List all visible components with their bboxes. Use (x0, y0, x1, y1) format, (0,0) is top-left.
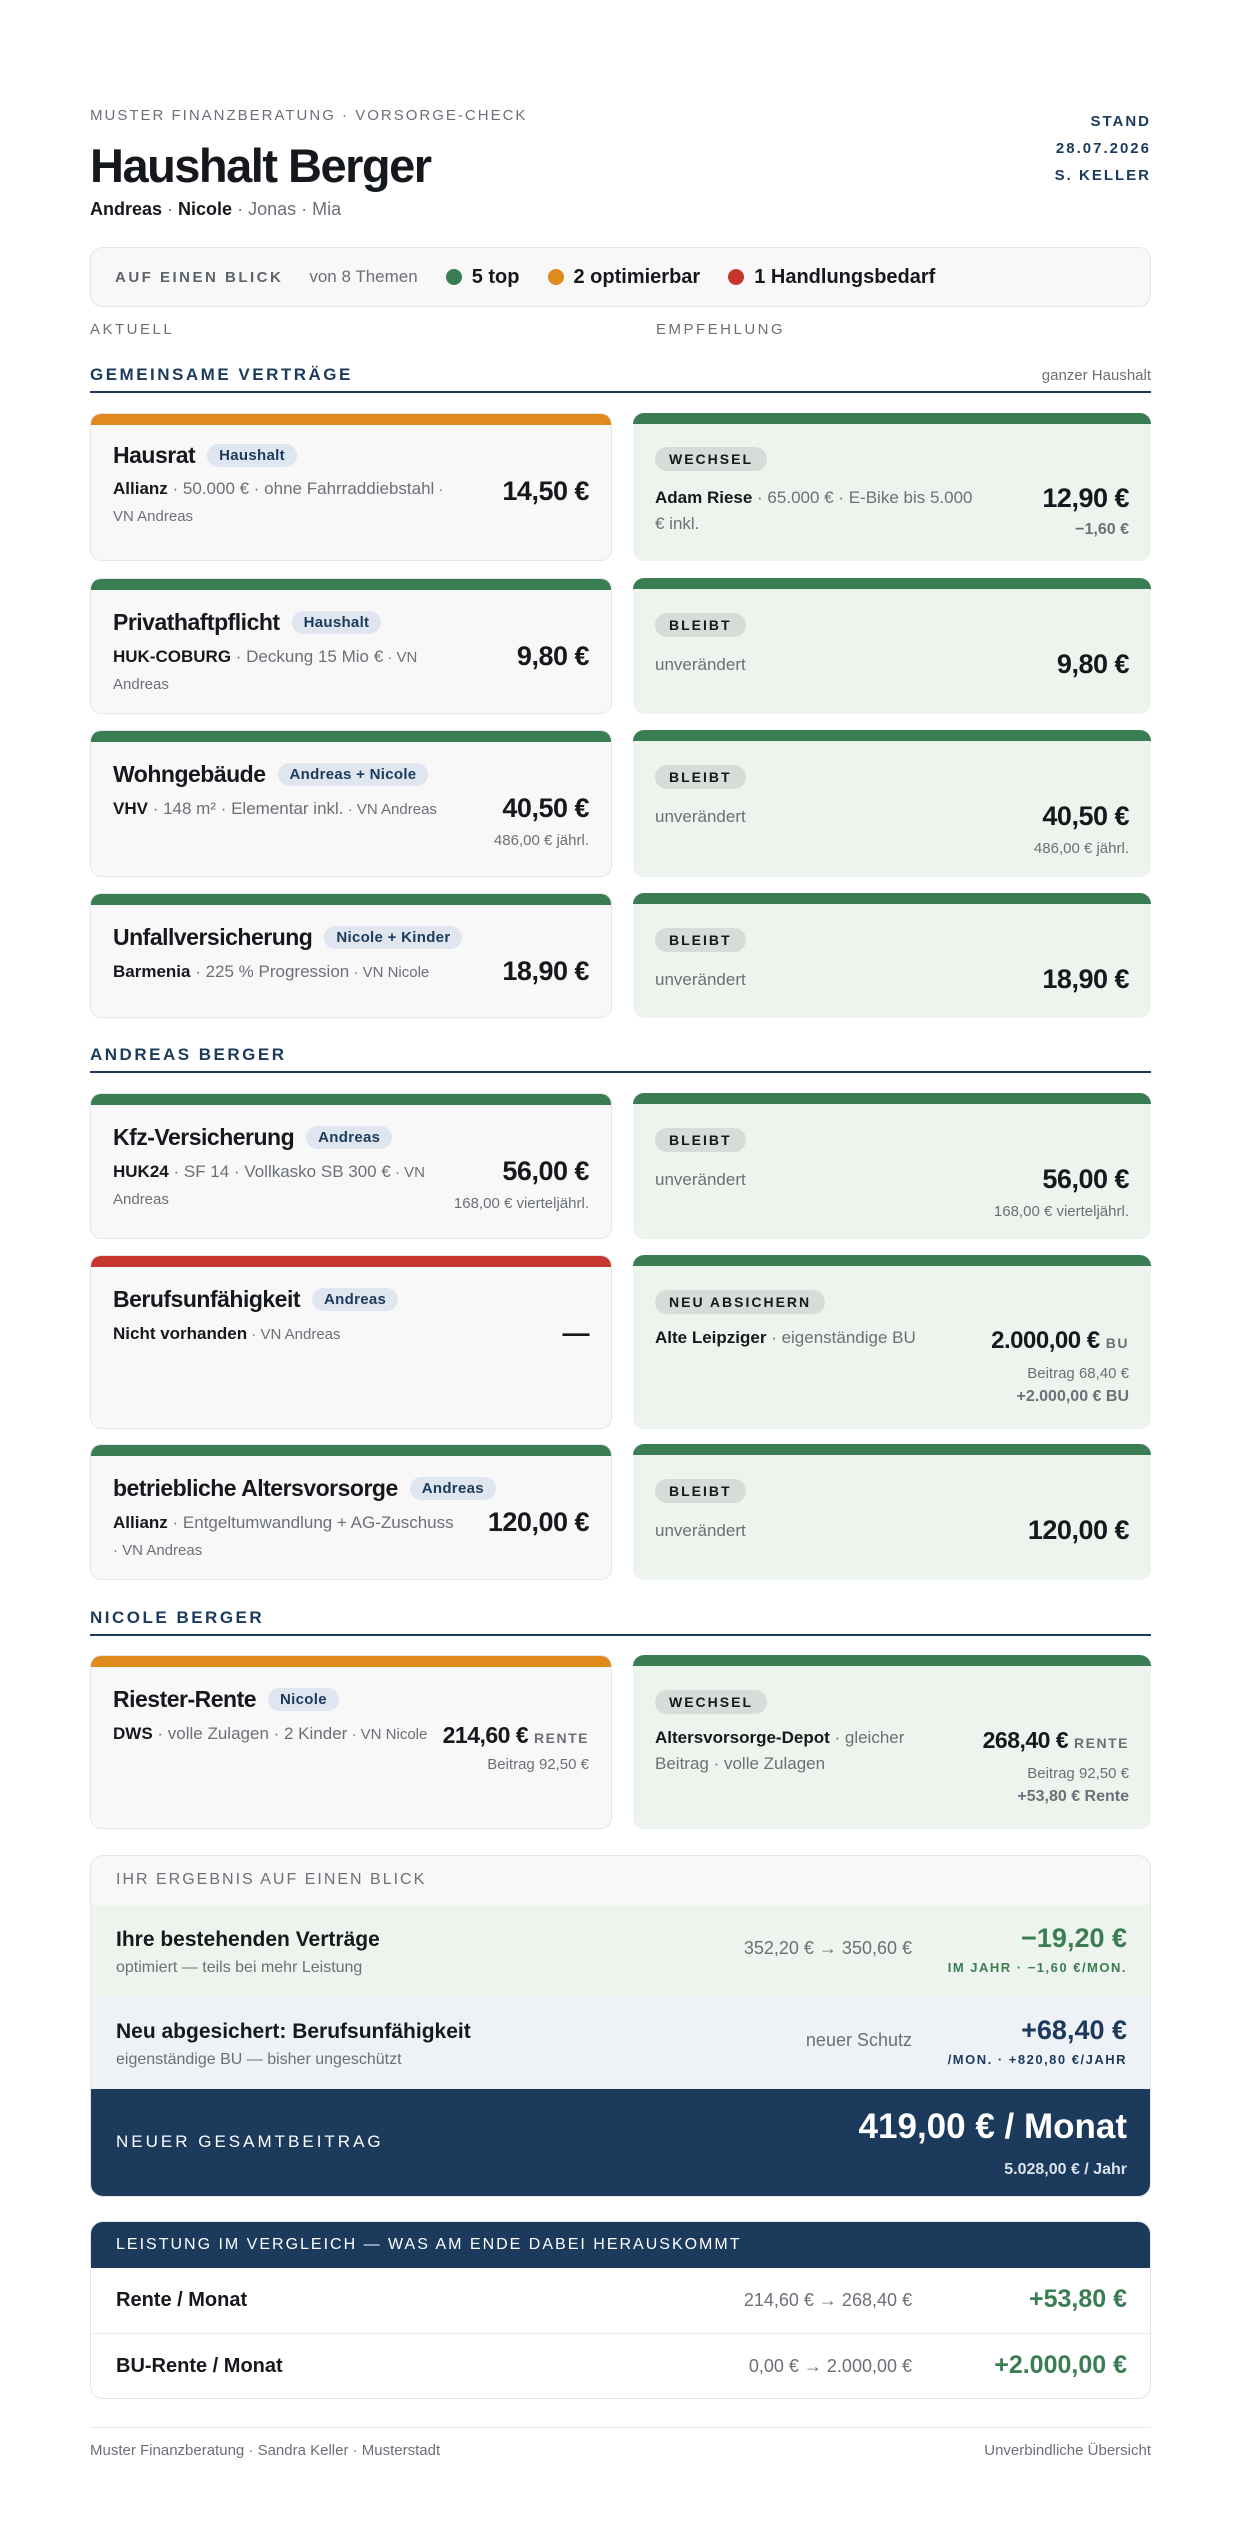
recommend-premium: Beitrag 68,40 € (1027, 1365, 1129, 1382)
contract-price: 56,00 € (502, 1156, 589, 1186)
orange-dot-icon (548, 269, 564, 285)
recommend-desc: unverändert (655, 807, 746, 826)
contract-desc: Barmenia · 225 % Progression · VN Nicole (113, 962, 430, 981)
stand-date: 28.07.2026 (1055, 140, 1151, 157)
contract-desc: HUK24 · SF 14 · Vollkasko SB 300 € · VN Andreas (113, 1162, 425, 1208)
recommend-desc: unverändert (655, 655, 746, 674)
compare-row (91, 2333, 1151, 2398)
result-row-sub: eigenständige BU — bisher ungeschützt (116, 2051, 402, 2068)
glance-sub: von 8 Themen (309, 267, 418, 286)
contract-card-privathaftpflicht[interactable] (90, 578, 612, 714)
status-bar (91, 1094, 611, 1105)
contract-desc: Allianz · Entgeltumwandlung + AG-Zuschuss · VN Andreas (113, 1513, 454, 1559)
recommend-card-privathaftpflicht[interactable] (633, 578, 1151, 714)
status-bar (91, 579, 611, 590)
total-bar (91, 2089, 1151, 2197)
result-row-new (91, 1997, 1151, 2089)
member: Nicole (178, 199, 233, 219)
contract-price: 120,00 € (487, 1507, 589, 1537)
holder-tag: Andreas (306, 1126, 392, 1149)
contract-desc: DWS · volle Zulagen · 2 Kinder · VN Nicole (113, 1724, 428, 1743)
recommend-price: 9,80 € (1056, 649, 1129, 679)
recommend-price: 18,90 € (1042, 964, 1129, 994)
recommend-chip: BLEIBT (655, 1128, 746, 1152)
contract-price-yearly: 486,00 € jährl. (493, 832, 589, 849)
stand-advisor: S. KELLER (1054, 167, 1151, 184)
compare-change: 214,60 € → 268,40 € (743, 2290, 912, 2310)
recommend-premium: Beitrag 92,50 € (1027, 1765, 1129, 1782)
result-row-sub: optimiert — teils bei mehr Leistung (116, 1959, 363, 1976)
glance-item-optimierbar (548, 266, 701, 289)
holder-tag: Andreas (312, 1288, 398, 1311)
red-dot-icon (728, 269, 744, 285)
result-row-value: +68,40 € (1021, 2015, 1127, 2045)
recommend-price: 40,50 € (1042, 801, 1129, 831)
glance-item-label: 5 top (471, 265, 520, 288)
compare-row (91, 2268, 1151, 2333)
compare-header: LEISTUNG IM VERGLEICH — WAS AM ENDE DABEI HERAUSKOMMT (91, 2222, 1151, 2268)
recommend-chip: BLEIBT (655, 613, 746, 637)
contract-desc: HUK-COBURG · Deckung 15 Mio € · VN Andreas (113, 647, 418, 693)
contract-card-wohngebaeude[interactable] (90, 730, 612, 877)
footer (90, 2427, 1151, 2459)
status-bar (633, 730, 1151, 741)
member: Mia (312, 199, 342, 219)
recommend-card-wohngebaeude[interactable] (633, 730, 1151, 877)
compare-label: BU-Rente / Monat (116, 2355, 283, 2377)
household-members: Andreas · Nicole · Jonas · Mia (90, 199, 342, 219)
recommend-price-yearly: 486,00 € jährl. (1033, 840, 1129, 857)
column-header-recommend: EMPFEHLUNG (656, 321, 786, 338)
contract-title: Hausrat Haushalt (113, 442, 297, 469)
holder-tag: Andreas (410, 1477, 496, 1500)
contract-card-unfallversicherung[interactable] (90, 893, 612, 1018)
recommend-price: 12,90 € (1042, 483, 1129, 513)
result-row-existing (91, 1905, 1151, 1997)
contract-price: 18,90 € (502, 956, 589, 986)
section-title: ANDREAS BERGER (90, 1045, 287, 1064)
total-yearly: 5.028,00 € / Jahr (1004, 2161, 1127, 2178)
recommend-card-bu[interactable] (633, 1255, 1151, 1429)
section-scope: ganzer Haushalt (1041, 367, 1151, 384)
contract-title: Berufsunfähigkeit Andreas (113, 1286, 398, 1313)
recommend-chip: WECHSEL (655, 1690, 767, 1714)
compare-value: +53,80 € (1028, 2285, 1127, 2313)
contract-title: Unfallversicherung Nicole + Kinder (113, 924, 462, 951)
contract-title: Riester-Rente Nicole (113, 1686, 339, 1713)
recommend-card-unfallversicherung[interactable] (633, 893, 1151, 1018)
glance-item-label: 2 optimierbar (573, 265, 701, 288)
result-row-value-sub: IM JAHR · −1,60 €/MON. (947, 1960, 1127, 1975)
page-title: Haushalt Berger (90, 139, 431, 192)
recommend-card-kfz[interactable] (633, 1093, 1151, 1239)
compare-panel (90, 2221, 1151, 2399)
status-bar (633, 578, 1151, 589)
holder-tag: Andreas + Nicole (278, 763, 429, 786)
recommend-chip: NEU ABSICHERN (655, 1290, 825, 1314)
contract-title: betriebliche Altersvorsorge Andreas (113, 1475, 496, 1502)
recommend-benefit: +2.000,00 € BU (1016, 1388, 1129, 1405)
recommend-desc: unverändert (655, 1170, 746, 1189)
recommend-card-riester[interactable] (633, 1655, 1151, 1829)
contract-card-riester[interactable] (90, 1655, 612, 1829)
glance-item-label: 1 Handlungsbedarf (754, 265, 936, 288)
status-bar (91, 414, 611, 425)
section-title: NICOLE BERGER (90, 1608, 265, 1627)
compare-value: +2.000,00 € (994, 2351, 1127, 2379)
recommend-chip: WECHSEL (655, 447, 767, 471)
status-bar (633, 1444, 1151, 1455)
recommend-chip: BLEIBT (655, 1479, 746, 1503)
footer-right: Unverbindliche Übersicht (984, 2442, 1151, 2459)
status-bar (91, 1656, 611, 1667)
member: Andreas (90, 199, 163, 219)
contract-price: 14,50 € (502, 476, 589, 506)
compare-label: Rente / Monat (116, 2289, 248, 2311)
section-nicole (90, 1608, 1151, 1636)
recommend-chip: BLEIBT (655, 928, 746, 952)
recommend-desc: Altersvorsorge-Depot · gleicher Beitrag · volle Zulagen (655, 1728, 905, 1773)
recommend-benefit: +53,80 € Rente (1017, 1788, 1129, 1805)
contract-price: 9,80 € (516, 641, 589, 671)
contract-desc: VHV · 148 m² · Elementar inkl. · VN Andreas (113, 799, 437, 818)
recommend-desc: Adam Riese · 65.000 € · E-Bike bis 5.000 € inkl. (655, 488, 973, 533)
total-label: NEUER GESAMTBEITRAG (116, 2132, 384, 2151)
status-bar (633, 1093, 1151, 1104)
recommend-price: 56,00 € (1042, 1164, 1129, 1194)
glance-item-top (446, 266, 520, 289)
status-bar (633, 1255, 1151, 1266)
contract-title: Kfz-Versicherung Andreas (113, 1124, 392, 1151)
recommend-saving: −1,60 € (1075, 521, 1129, 538)
recommend-price-quarterly: 168,00 € vierteljährl. (993, 1203, 1129, 1220)
recommend-price: 120,00 € (1027, 1515, 1129, 1545)
contract-card-hausrat[interactable] (90, 413, 612, 561)
section-andreas (90, 1045, 1151, 1073)
compare-change: 0,00 € → 2.000,00 € (748, 2356, 912, 2376)
status-bar (91, 731, 611, 742)
status-bar (91, 1256, 611, 1267)
result-panel (90, 1855, 1151, 2197)
recommend-desc: unverändert (655, 1521, 746, 1540)
contract-card-kfz[interactable] (90, 1093, 612, 1239)
holder-tag: Haushalt (292, 611, 382, 634)
member: Jonas (248, 199, 297, 219)
footer-left: Muster Finanzberatung · Sandra Keller · Musterstadt (90, 2442, 441, 2459)
recommend-price: 268,40 € RENTE (982, 1727, 1129, 1753)
contract-card-bu[interactable] (90, 1255, 612, 1429)
green-dot-icon (446, 269, 462, 285)
recommend-desc: Alte Leipziger · eigenständige BU (655, 1328, 916, 1347)
section-title: GEMEINSAME VERTRÄGE (90, 365, 353, 384)
contract-desc: Allianz · 50.000 € · ohne Fahrraddiebstahl · VN Andreas (113, 479, 444, 525)
contract-card-bav[interactable] (90, 1444, 612, 1580)
contract-price: 214,60 € RENTE (442, 1722, 589, 1748)
column-header-current: AKTUELL (90, 321, 175, 338)
recommend-chip: BLEIBT (655, 765, 746, 789)
holder-tag: Nicole (268, 1688, 339, 1711)
result-row-change: 352,20 € → 350,60 € (743, 1938, 912, 1958)
status-bar (91, 894, 611, 905)
contract-premium: Beitrag 92,50 € (487, 1756, 589, 1773)
result-row-value: −19,20 € (1021, 1923, 1127, 1953)
result-row-change: neuer Schutz (805, 2030, 912, 2050)
total-value: 419,00 € / Monat (858, 2107, 1127, 2146)
holder-tag: Nicole + Kinder (324, 926, 462, 949)
result-row-title: Ihre bestehenden Verträge (116, 1928, 380, 1951)
recommend-price: 2.000,00 € BU (991, 1327, 1129, 1354)
glance-bar (90, 247, 1151, 307)
recommend-card-bav[interactable] (633, 1444, 1151, 1580)
result-header: IHR ERGEBNIS AUF EINEN BLICK (116, 1871, 427, 1888)
status-bar (633, 413, 1151, 424)
holder-tag: Haushalt (207, 444, 297, 467)
glance-item-handlungsbedarf (728, 266, 935, 289)
glance-label: AUF EINEN BLICK (115, 268, 284, 286)
status-bar (91, 1445, 611, 1456)
status-bar (633, 893, 1151, 904)
contract-price: — (562, 1318, 589, 1348)
result-row-value-sub: /MON. · +820,80 €/JAHR (947, 2052, 1127, 2067)
section-joint (90, 365, 1151, 393)
contract-desc: Nicht vorhanden · VN Andreas (113, 1324, 341, 1343)
contract-price-quarterly: 168,00 € vierteljährl. (453, 1195, 589, 1212)
result-row-title: Neu abgesichert: Berufsunfähigkeit (116, 2020, 471, 2043)
status-bar (633, 1655, 1151, 1666)
contract-title: Privathaftpflicht Haushalt (113, 609, 381, 636)
contract-title: Wohngebäude Andreas + Nicole (113, 761, 428, 788)
stand-block (1055, 108, 1151, 189)
eyebrow: MUSTER FINANZBERATUNG · VORSORGE-CHECK (90, 107, 528, 124)
recommend-desc: unverändert (655, 970, 746, 989)
contract-price: 40,50 € (502, 793, 589, 823)
stand-label: STAND (1090, 113, 1151, 130)
recommend-card-hausrat[interactable] (633, 413, 1151, 561)
